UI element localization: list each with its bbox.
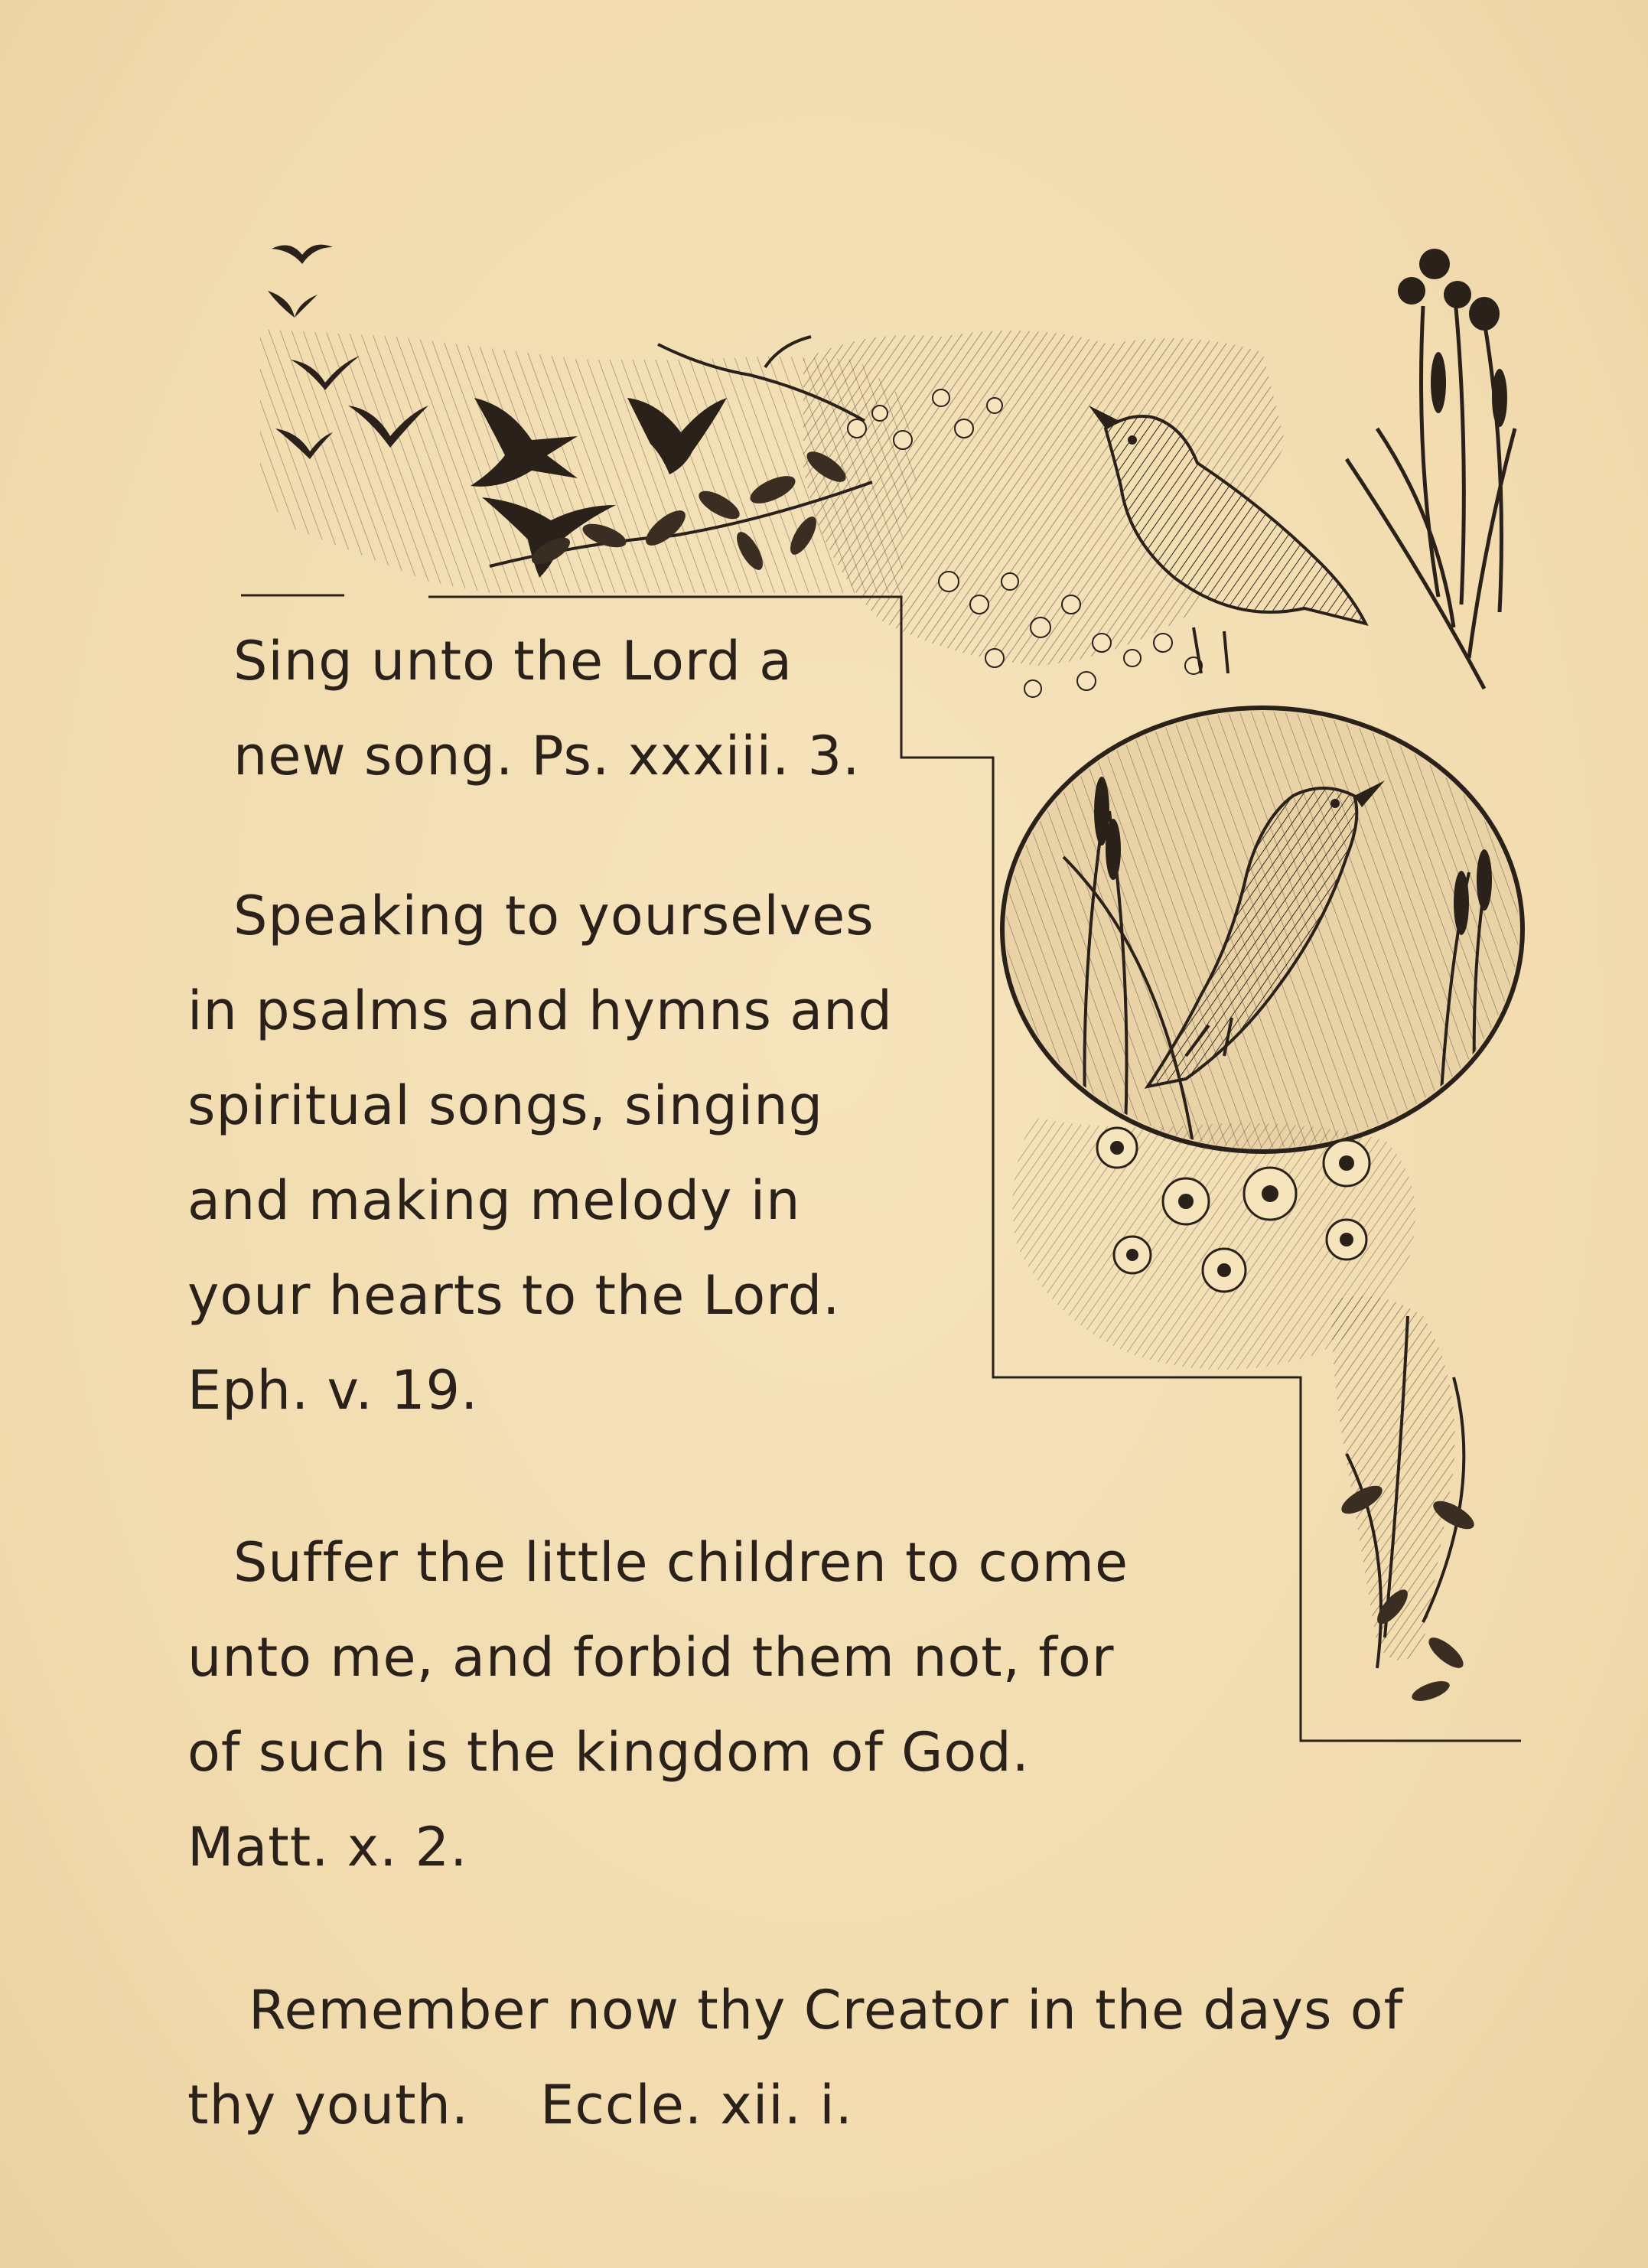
verse-line: Remember now thy Creator in the days of	[249, 1979, 1404, 2042]
verse-ephesians	[187, 868, 893, 1438]
verse-ecclesiastes	[187, 1963, 1403, 2152]
verse-line: new song. Ps. xxxiii. 3.	[233, 725, 861, 787]
verse-line: Eph. v. 19.	[187, 1359, 479, 1422]
verse-line: spiritual songs, singing	[187, 1074, 824, 1137]
medallion	[995, 704, 1530, 1163]
verse-line: Suffer the little children to come	[233, 1531, 1129, 1594]
verse-line: Speaking to yourselves	[233, 885, 874, 947]
verse-matthew	[187, 1515, 1129, 1895]
verse-line: unto me, and forbid them not, for	[187, 1626, 1115, 1689]
verse-line: Matt. x. 2.	[187, 1816, 468, 1879]
verse-line: of such is the kingdom of God.	[187, 1721, 1030, 1784]
verse-line: your hearts to the Lord.	[187, 1264, 841, 1327]
verse-line: thy youth. Eccle. xii. i.	[187, 2074, 853, 2136]
verse-line: and making melody in	[187, 1169, 801, 1232]
reed-heads-icon	[1398, 249, 1507, 427]
verse-line: in psalms and hymns and	[187, 979, 893, 1042]
trailing-foliage-icon	[1331, 1295, 1478, 1705]
reeds-icon	[1347, 283, 1515, 689]
verse-line: Sing unto the Lord a	[233, 630, 793, 692]
verse-psalm	[233, 614, 860, 803]
